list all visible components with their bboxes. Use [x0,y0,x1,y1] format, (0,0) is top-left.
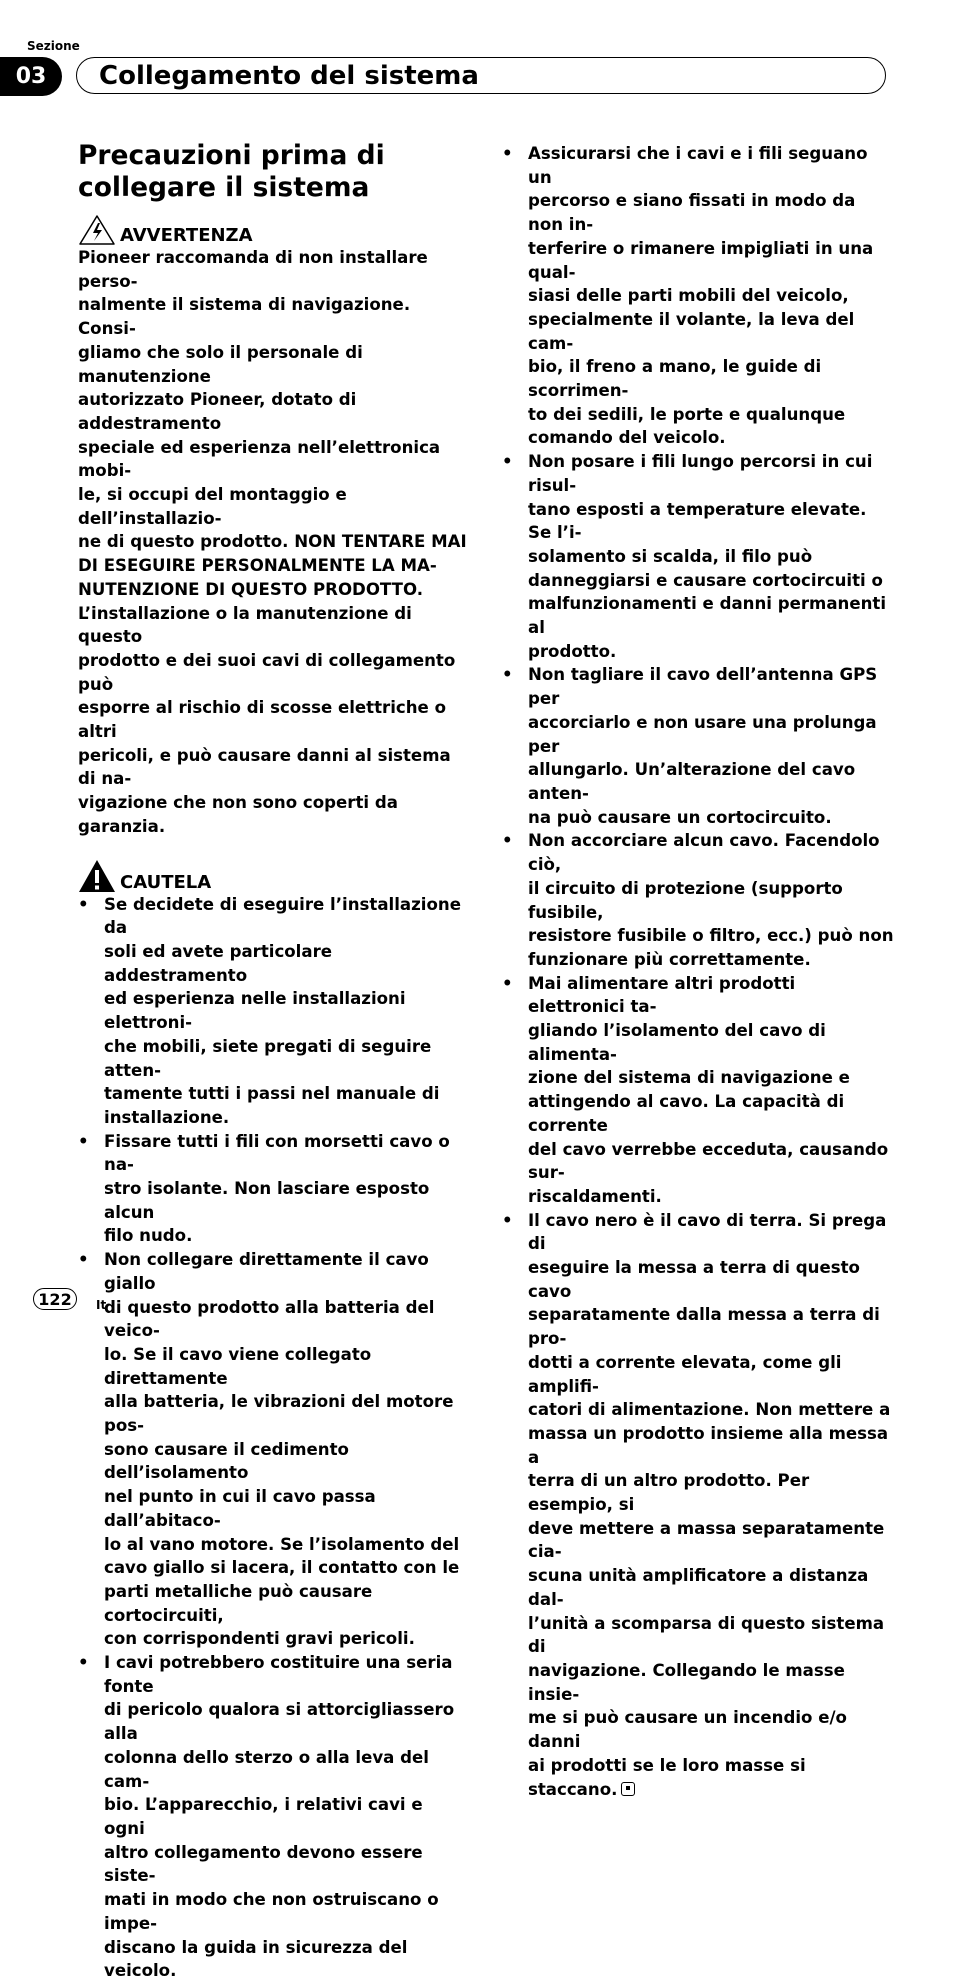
text-line: gliamo che solo il personale di manutenzione [78,342,363,386]
text-line: speciale ed esperienza nell’elettronica mobi- [78,437,441,481]
text-line [528,1754,894,1801]
text-line: Non tagliare il cavo dell’antenna GPS per [528,665,878,709]
list-item [502,142,894,450]
caution-label: CAUTELA [120,871,212,893]
text-line: danneggiarsi e causare cortocircuiti o [528,570,883,590]
text-line: DI ESEGUIRE PERSONALMENTE LA MA- [78,556,437,576]
text-line: Non accorciare alcun cavo. Facendolo ciò, [528,831,880,875]
text-line: solamento si scalda, il filo può [528,546,813,566]
bullet: • [502,831,513,851]
text-line: le, si occupi del montaggio e dell’installazio- [78,485,347,528]
bullet: • [78,1653,89,1673]
text-line: Non posare i fili lungo percorsi in cui risul- [528,452,873,495]
language-code: It [96,1298,107,1312]
text-line: percorso e siano fissati in modo da non in- [528,191,856,235]
text-line: prodotto e dei suoi cavi di collegamento può [78,650,456,694]
text-line: Assicurarsi che i cavi e i fili seguano un [528,144,868,187]
text-line: prodotto. [528,641,617,661]
text-line: eseguire la messa a terra di questo cavo [528,1258,860,1301]
text-line: resistore fusibile o filtro, ecc.) può non [528,926,894,946]
text-line: zione del sistema di navigazione e [528,1068,850,1088]
text-line: tano esposti a temperature elevate. Se l’i- [528,499,867,543]
text-line: esporre al rischio di scosse elettriche o altri [78,698,446,742]
text-line: attingendo al cavo. La capacità di corrente [528,1092,845,1135]
text-line: soli ed avete particolare addestramento [104,941,333,985]
text-line: separatamente dalla messa a terra di pro- [528,1305,880,1349]
text-line: siasi delle parti mobili del veicolo, [528,286,849,306]
text-line: bio. L’apparecchio, i relativi cavi e ogni [104,1795,423,1838]
text-line: navigazione. Collegando le masse insie- [528,1661,845,1704]
end-of-section-icon [621,1782,635,1796]
list-item [502,972,894,1209]
text-line: malfunzionamenti e danni permanenti al [528,594,887,638]
list-item [78,1651,468,1983]
bullet: • [502,144,513,163]
text-line: pericoli, e può causare danni al sistema di na- [78,745,451,789]
page-title-line-2: collegare il sistema [78,172,370,203]
text-line: che mobili, siete pregati di seguire atten- [104,1036,432,1080]
text-line: lo. Se il cavo viene collegato direttamente [104,1344,372,1388]
text-line: Non collegare direttamente il cavo giallo [104,1250,429,1293]
text-line: discano la guida in sicurezza del veicolo. [104,1937,408,1981]
text-line: catori di alimentazione. Non mettere a [528,1400,891,1420]
text-line-content: ai prodotti se le loro masse si staccano. [528,1755,806,1799]
text-line: Mai alimentare altri prodotti elettronici ta- [528,973,796,1017]
text-line: accorciarlo e non usare una prolunga per [528,712,877,756]
caution-list [78,893,468,1983]
text-line: sono causare il cedimento dell’isolamento [104,1439,349,1483]
text-line: deve mettere a massa separatamente cia- [528,1518,885,1562]
text-line: il circuito di protezione (supporto fusibile, [528,878,843,922]
text-line: colonna dello sterzo o alla leva del cam- [104,1747,429,1791]
list-item [502,450,894,663]
bullet: • [502,1210,513,1230]
text-line: ne di questo prodotto. NON TENTARE MAI [78,532,467,552]
text-line: Pioneer raccomanda di non installare perso- [78,248,428,291]
text-line: alla batteria, le vibrazioni del motore pos- [104,1392,454,1436]
page-title [78,140,468,204]
bullet: • [502,665,513,685]
section-label: Sezione [27,39,80,53]
list-item [78,1248,468,1651]
bullet: • [78,1250,89,1270]
text-line: autorizzato Pioneer, dotato di addestramento [78,390,357,433]
caution-heading [78,859,468,893]
text-line: tamente tutti i passi nel manuale di [104,1084,440,1104]
text-line: stro isolante. Non lasciare esposto alcun [104,1179,430,1222]
text-line: Se decidete di eseguire l’installazione da [104,894,461,938]
text-line: cavo giallo si lacera, il contatto con le [104,1558,460,1578]
text-line: funzionare più correttamente. [528,949,811,969]
text-line: terferire o rimanere impigliati in una qual- [528,238,874,282]
text-line: terra di un altro prodotto. Per esempio, si [528,1471,810,1515]
page-number: 122 [33,1288,77,1310]
text-line: na può causare un cortocircuito. [528,807,832,827]
list-item [502,663,894,829]
precaution-list [502,142,894,1801]
warning-heading [78,214,468,246]
bullet: • [78,1131,89,1151]
text-line: di questo prodotto alla batteria del veico- [104,1297,435,1341]
text-line: vigazione che non sono coperti da garanzia. [78,793,398,836]
text-line: Il cavo nero è il cavo di terra. Si prega di [528,1210,887,1254]
text-line: scuna unità amplificatore a distanza dal- [528,1566,869,1609]
text-line: riscaldamenti. [528,1186,662,1206]
text-line: ed esperienza nelle installazioni elettroni- [104,989,406,1033]
text-line: NUTENZIONE DI QUESTO PRODOTTO. [78,579,424,599]
page-title-line-1: Precauzioni prima di [78,140,385,171]
warning-label: AVVERTENZA [120,225,253,246]
text-line: del cavo verrebbe ecceduta, causando sur- [528,1139,889,1183]
text-line: filo nudo. [104,1226,193,1246]
bullet: • [78,894,89,914]
text-line: bio, il freno a mano, le guide di scorrimen- [528,357,822,401]
text-line: di pericolo qualora si attorcigliassero alla [104,1700,455,1744]
text-line: allungarlo. Un’alterazione del cavo anten- [528,760,856,803]
text-line: dotti a corrente elevata, come gli amplifi- [528,1352,842,1396]
chapter-title-bar [76,57,886,94]
text-line: specialmente il volante, la leva del cam- [528,309,855,353]
text-line: me si può causare un incendio e/o danni [528,1708,847,1752]
text-line: L’installazione o la manutenzione di questo [78,603,412,647]
list-item [502,829,894,971]
list-item [502,1209,894,1802]
section-number-tab: 03 [0,57,62,96]
text-line: nel punto in cui il cavo passa dall’abitaco- [104,1487,376,1530]
text-line: installazione. [104,1107,230,1127]
right-column [502,142,894,1801]
text-line: l’unità a scomparsa di questo sistema di [528,1613,885,1657]
text-line: mati in modo che non ostruiscano o impe- [104,1890,439,1933]
text-line: gliando l’isolamento del cavo di alimenta- [528,1021,826,1064]
text-line: to dei sedili, le porte e qualunque [528,404,846,424]
caution-triangle-icon [78,859,116,893]
text-line: con corrispondenti gravi pericoli. [104,1629,415,1649]
list-item [78,893,468,1130]
text-line: lo al vano motore. Se l’isolamento del [104,1534,460,1554]
bullet: • [502,973,513,993]
text-line: altro collegamento devono essere siste- [104,1842,423,1886]
text-line: massa un prodotto insieme alla messa a [528,1423,889,1467]
list-item [78,1130,468,1249]
text-line: parti metalliche può causare cortocircuiti, [104,1581,373,1625]
warning-text [78,246,468,839]
electric-shock-warning-icon [78,214,116,246]
text-line: I cavi potrebbero costituire una seria fonte [104,1653,453,1696]
text-line: nalmente il sistema di navigazione. Consi- [78,295,411,339]
left-column [78,140,468,1983]
bullet: • [502,452,513,472]
chapter-title: Collegamento del sistema [99,60,479,91]
text-line: comando del veicolo. [528,428,726,448]
text-line: Fissare tutti i fili con morsetti cavo o na- [104,1131,450,1175]
